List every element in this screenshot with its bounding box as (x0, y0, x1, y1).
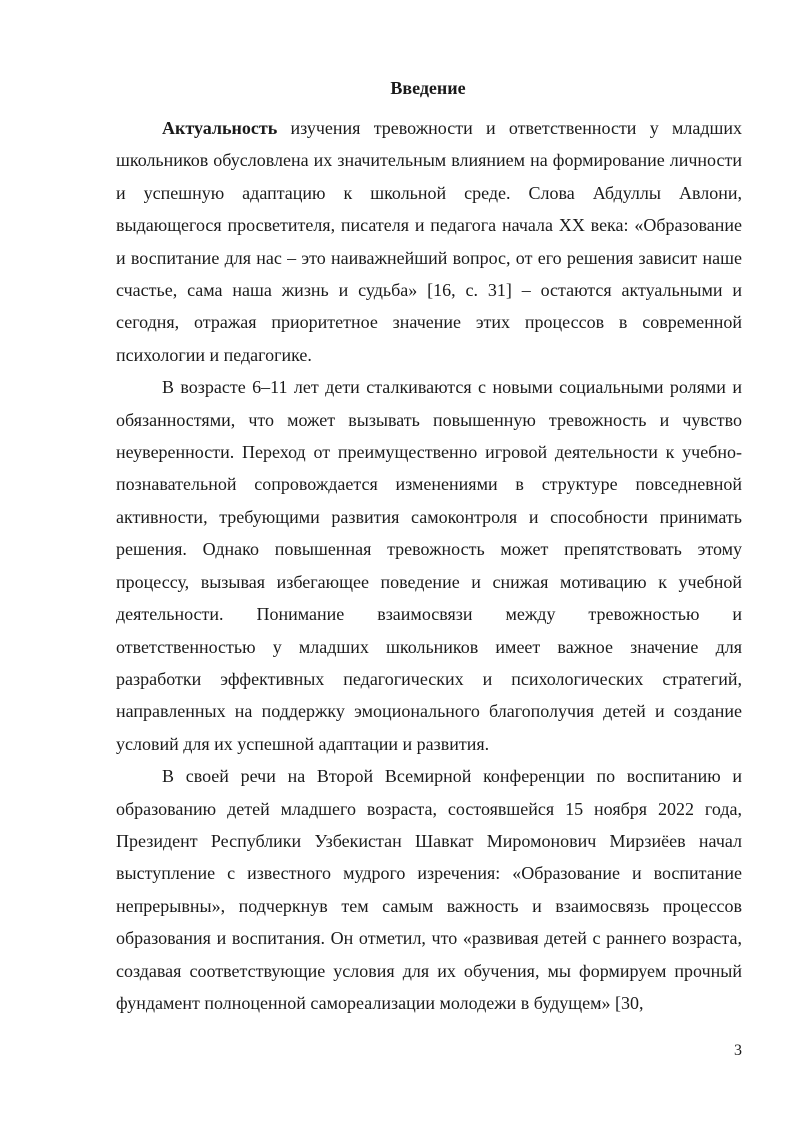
paragraph-text: изучения тревожности и ответственности у младших школьников обусловлена их значительным влиянием на формирование личности и успешную адаптацию к школьной среде. Слова Абдуллы Авлони, выдающегося просветителя, писателя и педагога начала XX века: «Образование и воспитание для нас – это наиважнейший вопрос, от его решения зависит наше счастье, сама наша жизнь и судьба» [16, с. 31] – остаются актуальными и сегодня, отражая приоритетное значение этих процессов в современной психологии и педагогике. (116, 118, 742, 365)
paragraph-lead-term: Актуальность (162, 118, 278, 138)
paragraph-age-transition (116, 371, 742, 760)
paragraph-text: В своей речи на Второй Всемирной конференции по воспитанию и образованию детей младшего возраста, состоявшейся 15 ноября 2022 года, Президент Республики Узбекистан Шавкат Миромонович Мирзиёев начал выступление с известного мудрого изречения: «Образование и воспитание непрерывны», подчеркнув тем самым важность и взаимосвязь процессов образования и воспитания. Он отметил, что «развивая детей с раннего возраста, создавая соответствующие условия для их обучения, мы формируем прочный фундамент полноценной самореализации молодежи в будущем» [30, (116, 766, 742, 1013)
page-number: 3 (734, 1042, 742, 1059)
paragraph-relevance (116, 112, 742, 371)
document-body (116, 112, 742, 1019)
paragraph-text: В возрасте 6–11 лет дети сталкиваются с новыми социальными ролями и обязанностями, что может вызывать повышенную тревожность и чувство неуверенности. Переход от преимущественно игровой деятельности к учебно-познавательной сопровождается изменениями в структуре повседневной активности, требующими развития самоконтроля и способности принимать решения. Однако повышенная тревожность может препятствовать этому процессу, вызывая избегающее поведение и снижая мотивацию к учебной деятельности. Понимание взаимосвязи между тревожностью и ответственностью у младших школьников имеет важное значение для разработки эффективных педагогических и психологических стратегий, направленных на поддержку эмоционального благополучия детей и создание условий для их успешной адаптации и развития. (116, 377, 742, 754)
paragraph-president-speech (116, 760, 742, 1019)
page-title: Введение (390, 78, 466, 98)
